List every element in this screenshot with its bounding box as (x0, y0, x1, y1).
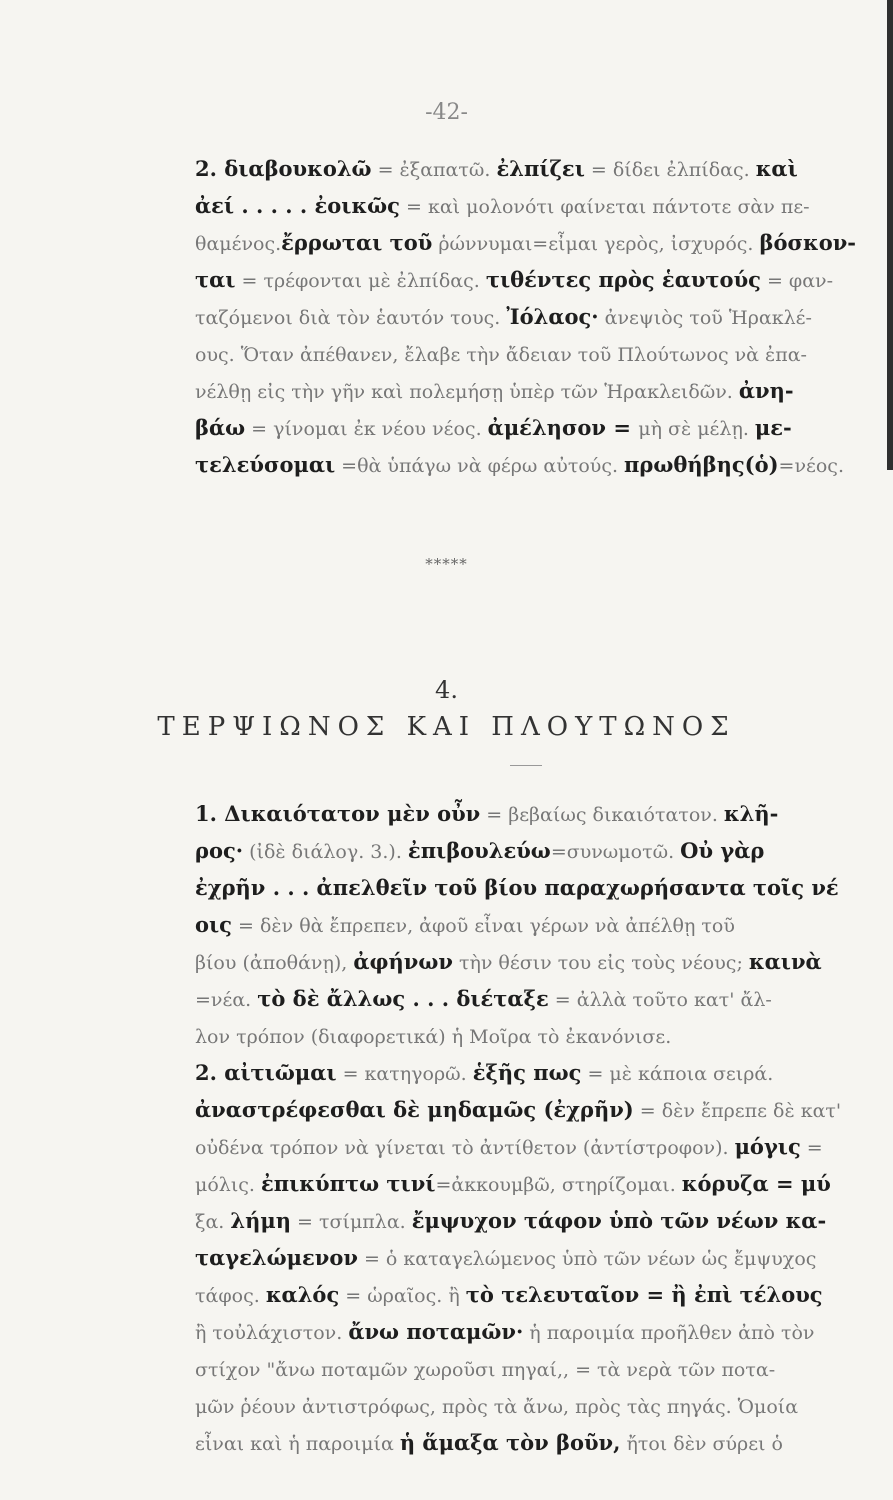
notes-part-1 (195, 150, 877, 483)
headword: ἀφήνων (353, 949, 453, 974)
gloss: ταζόμενοι διὰ τὸν ἑαυτόν τους. (195, 307, 507, 329)
headword: 2. διαβουκολῶ (195, 156, 372, 181)
note-line (195, 1017, 877, 1054)
gloss: βίου (ἀποθάνῃ), (195, 952, 354, 974)
gloss: τὴν θέσιν του εἰς τοὺς νέους; (452, 952, 749, 974)
headword: ἀμέλησον = (487, 415, 639, 440)
headword: ἀναστρέφεσθαι δὲ μηδαμῶς (ἐχρῆν) (195, 1097, 634, 1122)
chapter-title: ΤΕΡΨΙΩΝΟΣ ΚΑΙ ΠΛΟΥΤΩΝΟΣ (157, 712, 736, 742)
headword: βάω (195, 415, 246, 440)
note-line (195, 1054, 877, 1091)
note-line (195, 906, 877, 943)
gloss: =νέος. (778, 455, 844, 477)
section-separator: ***** (425, 555, 468, 573)
note-line (195, 446, 877, 483)
gloss: λον τρόπον (διαφορετικά) ἡ Μοῖρα τὸ ἐκανόνισε. (195, 1026, 672, 1048)
headword: με- (754, 415, 792, 440)
gloss: ῥώννυμαι=εἶμαι γερὸς, ἰσχυρός. (432, 233, 760, 255)
headword: τελεύσομαι (195, 452, 336, 477)
gloss: μὴ σὲ μέλῃ. (638, 418, 755, 440)
gloss: = καὶ μολονότι φαίνεται πάντοτε σὰν πε- (399, 196, 810, 218)
gloss: εἶναι καὶ ἡ παροιμία (195, 1433, 400, 1455)
gloss: =νέα. (195, 989, 258, 1011)
note-line (195, 1091, 877, 1128)
page-number: -42- (425, 100, 468, 125)
headword: ται (195, 267, 236, 292)
gloss: ἢ τοὐλάχιστον. (195, 1322, 349, 1344)
headword: οις (195, 912, 232, 937)
note-line (195, 1239, 877, 1276)
headword: πρωθήβης(ὁ) (624, 452, 779, 477)
headword: λήμη (230, 1208, 292, 1233)
notes-part-2 (195, 795, 877, 1461)
gloss: (ἰδὲ διάλογ. 3.). (243, 841, 408, 863)
title-rule (510, 765, 542, 766)
headword: τὸ τελευταῖον = ἢ ἐπὶ τέλους (465, 1282, 823, 1307)
note-line (195, 1276, 877, 1313)
headword: Οὐ γὰρ (680, 838, 765, 863)
note-line (195, 943, 877, 980)
gloss: = γίνομαι ἐκ νέου νέος. (245, 418, 488, 440)
headword: ἐπικύπτω τινί (261, 1171, 436, 1196)
headword: κλῆ- (723, 801, 779, 826)
gloss: θαμένος. (195, 233, 282, 255)
gloss: ἤτοι δὲν σύρει ὁ (620, 1433, 783, 1455)
note-line (195, 409, 877, 446)
gloss: τάφος. (195, 1285, 266, 1307)
gloss: = βεβαίως δικαιότατον. (480, 804, 724, 826)
gloss: = δὲν θὰ ἔπρεπεν, ἀφοῦ εἶναι γέρων νὰ ἀπέλθῃ τοῦ (231, 915, 735, 937)
headword: καὶ (755, 156, 798, 181)
gloss: νέλθῃ εἰς τὴν γῆν καὶ πολεμήσῃ ὑπὲρ τῶν Ἡρακλειδῶν. (195, 381, 739, 403)
headword: ἐλπίζει (496, 156, 585, 181)
gloss: μῶν ῥέουν ἀντιστρόφως, πρὸς τὰ ἄνω, πρὸς τὰς πηγάς. Ὁμοία (195, 1396, 799, 1418)
gloss: = ὡραῖος. ἢ (339, 1285, 466, 1307)
gloss: = ὁ καταγελώμενος ὑπὸ τῶν νέων ὡς ἔμψυχος (357, 1248, 817, 1270)
headword: ἐχρῆν . . . ἀπελθεῖν τοῦ βίου παραχωρήσαντα τοῖς νέ (195, 875, 839, 900)
note-line (195, 1387, 877, 1424)
note-line (195, 1350, 877, 1387)
gloss: = μὲ κάποια σειρά. (581, 1063, 774, 1085)
note-line (195, 869, 877, 906)
headword: ἀεί . . . . . ἐοικῶς (195, 193, 400, 218)
note-line (195, 187, 877, 224)
headword: κόρυζα = μύ (681, 1171, 831, 1196)
chapter-number: 4. (435, 676, 458, 704)
note-line (195, 795, 877, 832)
gloss: = (800, 1137, 823, 1159)
headword: ταγελώμενον (195, 1245, 358, 1270)
headword: μόγις (734, 1134, 801, 1159)
gloss: =θὰ ὑπάγω νὰ φέρω αὐτούς. (335, 455, 625, 477)
gloss: = δίδει ἐλπίδας. (584, 159, 756, 181)
gloss: ξα. (195, 1211, 231, 1233)
headword: ἐπιβουλεύω (407, 838, 551, 863)
headword: ἔρρωται τοῦ (281, 230, 433, 255)
gloss: ἀνεψιὸς τοῦ Ἡρακλέ- (598, 307, 812, 329)
headword: 1. Δικαιότατον μὲν οὖν (195, 801, 481, 826)
headword: ἄνω ποταμῶν· (348, 1319, 524, 1344)
gloss: = κατηγορῶ. (336, 1063, 473, 1085)
headword: βόσκον- (759, 230, 856, 255)
headword: ἔμψυχον τάφον ὑπὸ τῶν νέων κα- (411, 1208, 827, 1233)
note-line (195, 335, 877, 372)
headword: ἀνη- (738, 378, 794, 403)
headword: τιθέντες πρὸς ἑαυτούς (485, 267, 761, 292)
headword: καινὰ (748, 949, 822, 974)
headword: τὸ δὲ ἄλλως . . . διέταξε (257, 986, 549, 1011)
headword: καλός (265, 1282, 340, 1307)
gloss: = φαν- (760, 270, 834, 292)
note-line (195, 372, 877, 409)
note-line (195, 1202, 877, 1239)
page-edge-shadow (887, 0, 893, 470)
gloss: =ἀκκουμβῶ, στηρίζομαι. (435, 1174, 682, 1196)
gloss: = δὲν ἔπρεπε δὲ κατ' (633, 1100, 842, 1122)
gloss: ους. Ὅταν ἀπέθανεν, ἔλαβε τὴν ἄδειαν τοῦ Πλούτωνος νὰ ἐπα- (195, 344, 807, 366)
note-line (195, 1128, 877, 1165)
gloss: = τσίμπλα. (291, 1211, 412, 1233)
note-line (195, 832, 877, 869)
note-line (195, 1424, 877, 1461)
gloss: =συνωμοτῶ. (550, 841, 681, 863)
gloss: = ἀλλὰ τοῦτο κατ' ἄλ- (548, 989, 772, 1011)
note-line (195, 1313, 877, 1350)
note-line (195, 980, 877, 1017)
note-line (195, 1165, 877, 1202)
gloss: στίχον "ἄνω ποταμῶν χωροῦσι πηγαί,, = τὰ νερὰ τῶν ποτα- (195, 1359, 776, 1381)
headword: Ἰόλαος· (506, 304, 599, 329)
gloss: = τρέφονται μὲ ἐλπίδας. (235, 270, 486, 292)
headword: 2. αἰτιῶμαι (195, 1060, 337, 1085)
note-line (195, 150, 877, 187)
gloss: ἡ παροιμία προῆλθεν ἀπὸ τὸν (523, 1322, 815, 1344)
gloss: οὐδένα τρόπον νὰ γίνεται τὸ ἀντίθετον (ἀντίστροφον). (195, 1137, 735, 1159)
headword: ἡ ἅμαξα τὸν βοῦν, (399, 1430, 621, 1455)
gloss: = ἐξαπατῶ. (371, 159, 497, 181)
headword: ἑξῆς πως (472, 1060, 582, 1085)
headword: ρος· (195, 838, 244, 863)
note-line (195, 261, 877, 298)
gloss: μόλις. (195, 1174, 261, 1196)
note-line (195, 298, 877, 335)
note-line (195, 224, 877, 261)
